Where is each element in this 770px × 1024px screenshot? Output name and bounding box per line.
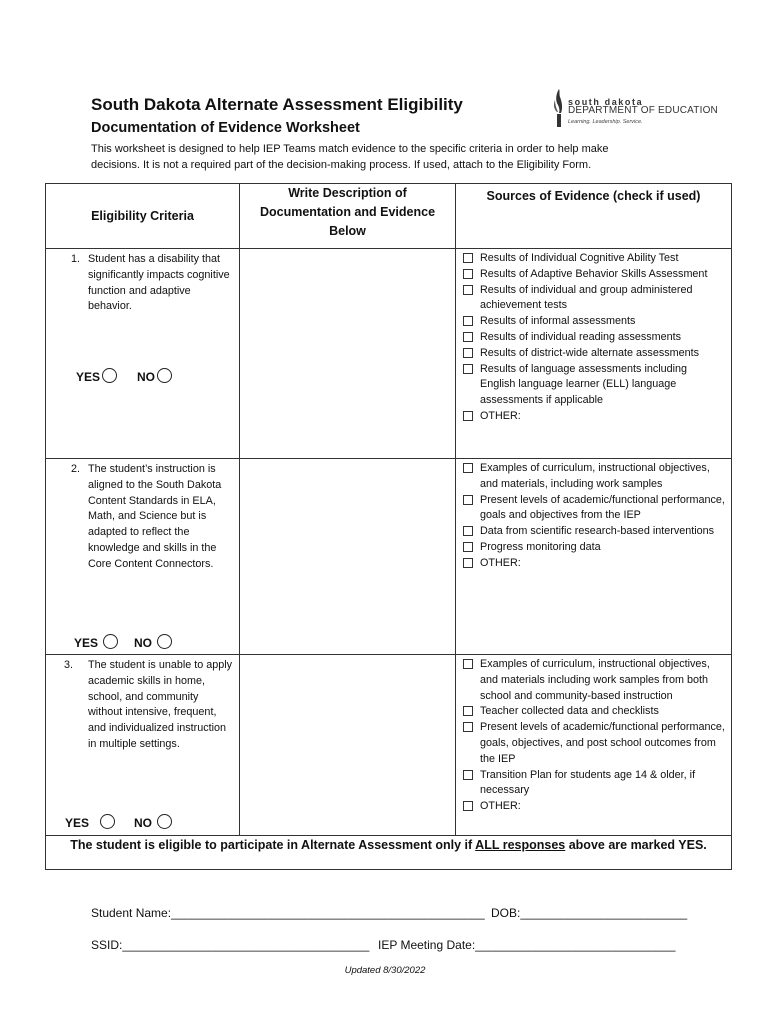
criterion-text	[46, 655, 239, 753]
criterion-body: Student has a disability that significantly impacts cognitive function and adaptive behavior.	[88, 253, 230, 313]
yes-label: YES	[76, 370, 101, 384]
checkbox[interactable]	[463, 558, 473, 568]
yes-radio[interactable]	[103, 634, 118, 649]
yes-radio[interactable]	[102, 368, 117, 383]
criterion-number: 2.	[71, 463, 81, 475]
criterion-number: 3.	[64, 659, 74, 671]
page-subtitle: Documentation of Evidence Worksheet	[91, 120, 360, 136]
criterion-text	[46, 459, 239, 573]
source-item[interactable]	[460, 768, 725, 800]
checkbox[interactable]	[463, 770, 473, 780]
dob-field[interactable]: DOB:_________________________	[491, 906, 688, 920]
yes-option[interactable]	[65, 814, 115, 830]
page-title: South Dakota Alternate Assessment Eligibility	[91, 95, 463, 114]
checkbox[interactable]	[463, 463, 473, 473]
torch-logo-icon	[552, 88, 566, 128]
yes-label: YES	[74, 636, 99, 650]
no-label: NO	[134, 636, 152, 650]
source-item[interactable]	[460, 461, 725, 493]
source-label: Results of informal assessments	[480, 315, 636, 328]
source-label: Present levels of academic/functional performance, goals and objectives from the IEP	[480, 493, 725, 522]
source-item[interactable]	[460, 556, 725, 572]
source-item[interactable]	[460, 720, 725, 767]
source-label: Transition Plan for students age 14 & older, if necessary	[480, 768, 696, 797]
no-option[interactable]	[134, 634, 172, 650]
criterion-body: The student’s instruction is aligned to the South Dakota Content Standards in ELA, Math, and Science but is adapted to reflect the knowledge and skills in the Core Content Connectors.	[88, 463, 222, 570]
col-header-sources: Sources of Evidence (check if used)	[456, 184, 732, 249]
no-label: NO	[137, 370, 155, 384]
source-item[interactable]	[460, 283, 725, 315]
source-item[interactable]	[460, 362, 725, 409]
checkbox[interactable]	[463, 722, 473, 732]
col-header-criteria: Eligibility Criteria	[46, 184, 240, 249]
checkbox[interactable]	[463, 364, 473, 374]
checkbox[interactable]	[463, 542, 473, 552]
source-item[interactable]	[460, 267, 725, 283]
updated-date: Updated 8/30/2022	[344, 965, 426, 976]
description-cell-3[interactable]	[240, 655, 456, 836]
yes-option[interactable]	[76, 368, 117, 384]
source-item[interactable]	[460, 540, 725, 556]
table-row	[46, 459, 732, 655]
criterion-body: The student is unable to apply academic skills in home, school, and community without intensive, frequent, and individualized instruction in multiple settings.	[88, 659, 233, 750]
sources-cell-2	[456, 459, 732, 655]
no-label: NO	[134, 816, 152, 830]
yes-radio[interactable]	[100, 814, 115, 829]
checkbox[interactable]	[463, 706, 473, 716]
yes-option[interactable]	[74, 634, 118, 650]
sources-list-2	[456, 459, 731, 572]
ssid-field[interactable]: SSID:_____________________________________	[91, 938, 370, 952]
logo-state-text: south dakota	[568, 97, 644, 107]
table-row	[46, 249, 732, 459]
criterion-cell-3	[46, 655, 240, 836]
source-item[interactable]	[460, 314, 725, 330]
source-item[interactable]	[460, 346, 725, 362]
source-label: OTHER:	[480, 800, 521, 813]
criterion-text	[46, 249, 239, 315]
checkbox[interactable]	[463, 348, 473, 358]
source-label: Examples of curriculum, instructional objectives, and materials, including work samples	[480, 462, 710, 490]
eligibility-statement	[46, 836, 732, 870]
checkbox[interactable]	[463, 285, 473, 295]
source-label: Results of individual and group administered achievement tests	[480, 283, 693, 312]
table-header-row	[46, 184, 732, 249]
source-item[interactable]	[460, 330, 725, 346]
source-label: Results of Adaptive Behavior Skills Assessment	[480, 267, 708, 280]
source-item[interactable]	[460, 524, 725, 540]
source-label: Results of district-wide alternate assessments	[480, 346, 700, 359]
criterion-cell-1	[46, 249, 240, 459]
student-name-field[interactable]: Student Name:_______________________________________________	[91, 906, 485, 920]
source-label: Results of individual reading assessments	[480, 330, 682, 343]
source-item[interactable]	[460, 799, 725, 815]
checkbox[interactable]	[463, 253, 473, 263]
source-item[interactable]	[460, 704, 725, 720]
no-radio[interactable]	[157, 368, 172, 383]
col-header-description-text: Write Description of Documentation and Evidence Below	[259, 186, 436, 238]
source-label: OTHER:	[480, 556, 521, 569]
source-label: Examples of curriculum, instructional objectives, and materials including work samples from both school and community-based instruction	[480, 658, 710, 702]
intro-text: This worksheet is designed to help IEP Teams match evidence to the specific criteria in order to help make decisions. It is not a required part of the decision-making process. If used, attach to the Eligibility Form.	[91, 143, 609, 171]
source-label: Data from scientific research-based interventions	[480, 525, 715, 538]
iep-meeting-date-field[interactable]: IEP Meeting Date:______________________________	[378, 938, 676, 952]
checkbox[interactable]	[463, 332, 473, 342]
source-item[interactable]	[460, 493, 725, 525]
col-header-description	[240, 184, 456, 249]
sd-doe-logo	[552, 88, 722, 130]
table-row	[46, 655, 732, 836]
source-label: Progress monitoring data	[480, 540, 601, 553]
no-radio[interactable]	[157, 814, 172, 829]
source-item[interactable]	[460, 409, 725, 425]
logo-dept-text: DEPARTMENT OF EDUCATION	[568, 105, 718, 116]
checkbox[interactable]	[463, 659, 473, 669]
no-radio[interactable]	[157, 634, 172, 649]
source-item[interactable]	[460, 251, 725, 267]
evidence-table	[45, 183, 732, 870]
checkbox[interactable]	[463, 269, 473, 279]
no-option[interactable]	[137, 368, 172, 384]
sources-list-3	[456, 655, 731, 815]
criterion-number: 1.	[71, 253, 81, 265]
sources-cell-1	[456, 249, 732, 459]
source-item[interactable]	[460, 657, 725, 704]
description-cell-2[interactable]	[240, 459, 456, 655]
sources-list-1	[456, 249, 731, 425]
statement-after: above are marked YES.	[565, 838, 707, 852]
no-option[interactable]	[134, 814, 172, 830]
checkbox[interactable]	[463, 411, 473, 421]
checkbox[interactable]	[463, 801, 473, 811]
eligibility-statement-row	[46, 836, 732, 870]
statement-before: The student is eligible to participate in Alternate Assessment only if	[70, 838, 476, 852]
source-label: Results of Individual Cognitive Ability Test	[480, 252, 679, 264]
logo-tagline: Learning. Leadership. Service.	[568, 119, 643, 125]
source-label: Present levels of academic/functional performance, goals, objectives, and post school outcomes from the IEP	[480, 721, 725, 765]
source-label: Teacher collected data and checklists	[480, 705, 659, 718]
statement-emphasis: ALL responses	[475, 838, 566, 852]
checkbox[interactable]	[463, 526, 473, 536]
sources-cell-3	[456, 655, 732, 836]
source-label: Results of language assessments including English language learner (ELL) language assessments if applicable	[480, 362, 688, 407]
criterion-cell-2	[46, 459, 240, 655]
checkbox[interactable]	[463, 316, 473, 326]
description-cell-1[interactable]	[240, 249, 456, 459]
checkbox[interactable]	[463, 495, 473, 505]
source-label: OTHER:	[480, 409, 521, 422]
yes-label: YES	[65, 816, 90, 830]
